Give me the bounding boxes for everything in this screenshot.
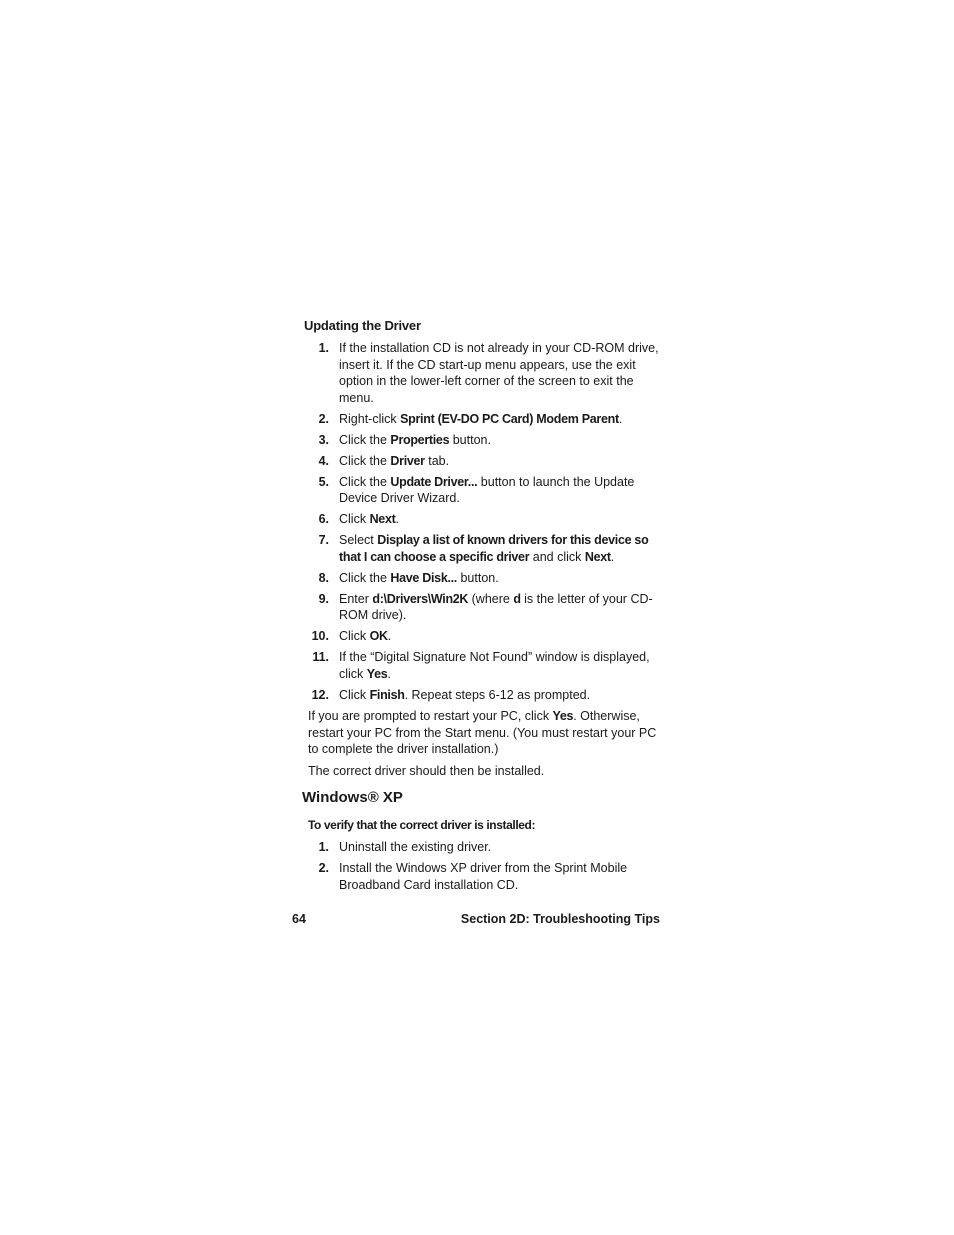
text-run: . Repeat steps 6-12 as prompted. — [404, 687, 591, 702]
text-run: . — [395, 512, 399, 526]
restart-paragraph — [308, 708, 660, 758]
step-item — [300, 340, 662, 406]
step-item — [300, 628, 662, 645]
text-run: button. — [449, 432, 491, 447]
steps-list — [300, 340, 662, 708]
step-number: 8. — [318, 570, 329, 585]
text-run: and click — [529, 549, 585, 564]
ui-term: Update Driver... — [390, 474, 478, 489]
step-number: 7. — [318, 533, 329, 547]
step-item — [300, 570, 662, 587]
step-number: 4. — [318, 453, 329, 468]
section-title-windows-xp: Windows® XP — [302, 789, 403, 806]
step-number: 5. — [318, 474, 329, 489]
step-number: 11. — [312, 650, 329, 664]
text-run: Click the — [339, 453, 391, 468]
ui-term: Properties — [390, 432, 450, 447]
step-item — [300, 591, 662, 624]
text-run: Enter — [339, 591, 373, 606]
step-number: 6. — [318, 512, 329, 526]
text-run: (where — [468, 591, 514, 606]
step-number: 1. — [318, 840, 329, 854]
ui-term: d — [513, 591, 521, 606]
step-number: 2. — [318, 411, 329, 426]
text-run: Install the Windows XP driver from the Sprint Mobile Broadband Card installation CD. — [339, 861, 628, 892]
step-number: 9. — [318, 591, 329, 606]
step-number: 1. — [318, 341, 329, 355]
text-run: If the installation CD is not already in your CD-ROM drive, insert it. If the CD start-up menu appears, use the exit option in the lower-left corner of the screen to exit the menu. — [339, 341, 659, 405]
text-run: If the “Digital Signature Not Found” window is displayed, click — [339, 650, 650, 681]
step-item — [300, 474, 662, 507]
text-run: . Otherwise, restart your PC from the Start menu. (You must restart your PC to complete the driver installation.) — [308, 709, 657, 756]
ui-term: Display a list of known drivers for this device so that I can choose a specific driver — [339, 533, 649, 564]
procedure-heading: To verify that the correct driver is installed: — [308, 818, 536, 832]
ui-term: Driver — [390, 453, 425, 468]
step-number: 10. — [311, 629, 329, 643]
ui-term: Next — [584, 549, 611, 564]
text-run: tab. — [424, 453, 450, 468]
ui-term: OK — [369, 629, 388, 643]
text-run: is the letter of your CD-ROM drive). — [339, 591, 653, 622]
ui-term: d:\Drivers\Win2K — [372, 591, 469, 606]
text-run: button to launch the Update Device Driver Wizard. — [339, 474, 635, 505]
text-run: . — [387, 629, 392, 643]
step-item — [300, 860, 662, 893]
step-item — [300, 839, 662, 856]
text-run: Click — [339, 629, 370, 643]
text-run: . — [387, 666, 391, 681]
step-number: 12. — [311, 687, 329, 702]
ui-term: Yes — [552, 709, 574, 723]
text-run: Right-click — [339, 411, 401, 426]
step-item — [300, 432, 662, 449]
step-number: 2. — [318, 861, 329, 875]
text-run: If you are prompted to restart your PC, click — [308, 709, 553, 723]
footer-page-number: 64 — [292, 912, 306, 926]
text-run: Click the — [339, 570, 391, 585]
ui-term: Finish — [369, 687, 405, 702]
footer-section-title: Section 2D: Troubleshooting Tips — [460, 912, 660, 926]
ui-term: Have Disk... — [390, 570, 457, 585]
ui-term: Yes — [366, 666, 388, 681]
step-item — [300, 511, 662, 528]
ui-term: Next — [369, 512, 396, 526]
text-run: Click — [339, 512, 370, 526]
text-run: Uninstall the existing driver. — [339, 840, 492, 854]
text-run: Select — [339, 533, 378, 547]
ui-term: Sprint (EV-DO PC Card) Modem Parent — [400, 411, 619, 426]
step-item — [300, 411, 662, 428]
text-run: . — [618, 411, 623, 426]
text-run: button. — [457, 570, 499, 585]
step-item — [300, 649, 662, 682]
step-item — [300, 453, 662, 470]
installed-paragraph: The correct driver should then be installed. — [308, 764, 545, 778]
step-number: 3. — [318, 432, 329, 447]
text-run: Click — [339, 687, 370, 702]
text-run: . — [610, 549, 615, 564]
subheading-updating-driver: Updating the Driver — [304, 318, 421, 333]
text-run: Click the — [339, 432, 391, 447]
steps-xp-list — [300, 839, 662, 898]
step-item — [300, 532, 662, 565]
step-item — [300, 687, 662, 704]
text-run: Click the — [339, 474, 391, 489]
